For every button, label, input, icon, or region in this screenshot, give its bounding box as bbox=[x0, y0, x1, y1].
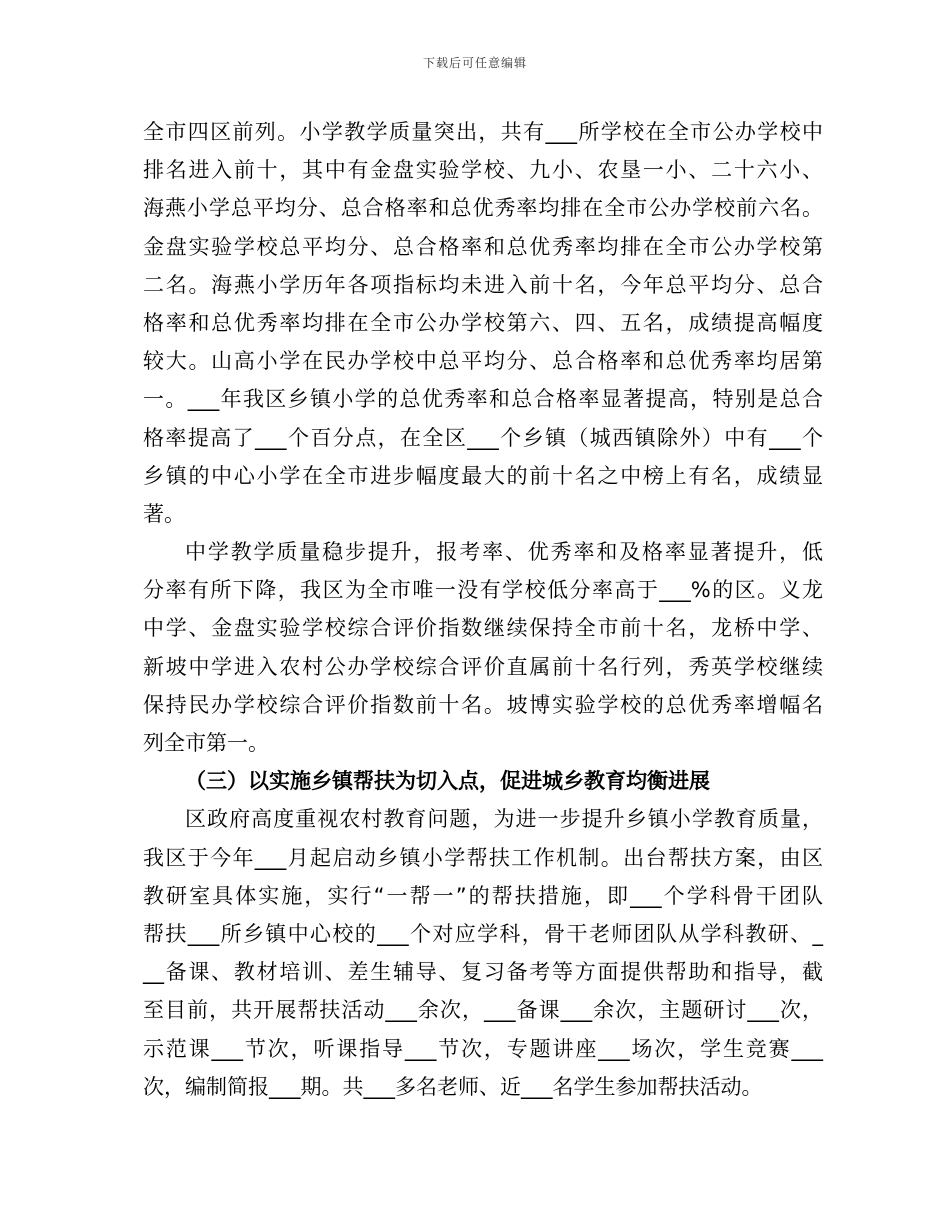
text-line: 我区于今年___月起启动乡镇小学帮扶工作机制。出台帮扶方案，由区 bbox=[143, 845, 823, 870]
text-line: 格率和总优秀率均排在全市公办学校第六、四、五名，成绩提高幅度 bbox=[143, 310, 823, 335]
document-body bbox=[143, 113, 823, 1106]
text-line: 至目前，共开展帮扶活动___余次，___备课___余次，主题研讨___次， bbox=[143, 998, 823, 1023]
text-line: 金盘实验学校总平均分、总合格率和总优秀率均排在全市公办学校第 bbox=[143, 234, 823, 259]
text-line: __备课、教材培训、差生辅导、复习备考等方面提供帮助和指导，截 bbox=[143, 960, 823, 985]
text-line: 乡镇的中心小学在全市进步幅度最大的前十名之中榜上有名，成绩显 bbox=[143, 463, 823, 488]
text-line: 列全市第一。 bbox=[143, 731, 269, 755]
text-line: 中学、金盘实验学校综合评价指数继续保持全市前十名，龙桥中学、 bbox=[143, 616, 823, 641]
text-line: 较大。山高小学在民办学校中总平均分、总合格率和总优秀率均居第 bbox=[143, 349, 823, 374]
text-line: 分率有所下降，我区为全市唯一没有学校低分率高于___%的区。义龙 bbox=[143, 578, 823, 603]
paragraph-first-line: 中学教学质量稳步提升，报考率、优秀率和及格率显著提升，低 bbox=[185, 540, 823, 565]
text-line: 著。 bbox=[143, 501, 185, 526]
paragraph-first-line: 区政府高度重视农村教育问题，为进一步提升乡镇小学教育质量， bbox=[185, 807, 823, 832]
text-line: 帮扶___所乡镇中心校的___个对应学科，骨干老师团队从学科教研、_ bbox=[143, 921, 823, 946]
text-line: 保持民办学校综合评价指数前十名。坡博实验学校的总优秀率增幅名 bbox=[143, 692, 823, 717]
text-line: 一。___年我区乡镇小学的总优秀率和总合格率显著提高，特别是总合 bbox=[143, 387, 823, 412]
text-line: 海燕小学总平均分、总合格率和总优秀率均排在全市公办学校前六名。 bbox=[143, 196, 823, 221]
text-line: 排名进入前十，其中有金盘实验学校、九小、农垦一小、二十六小、 bbox=[143, 158, 823, 183]
section-heading: （三）以实施乡镇帮扶为切入点，促进城乡教育均衡进展 bbox=[185, 769, 710, 794]
text-line: 新坡中学进入农村公办学校综合评价直属前十名行列，秀英学校继续 bbox=[143, 654, 823, 679]
text-line: 教研室具体实施，实行“一帮一”的帮扶措施，即___个学科骨干团队 bbox=[143, 883, 823, 908]
text-line: 次，编制简报___期。共___多名老师、近___名学生参加帮扶活动。 bbox=[143, 1074, 763, 1099]
text-line: 二名。海燕小学历年各项指标均未进入前十名，今年总平均分、总合 bbox=[143, 272, 823, 297]
text-line: 全市四区前列。小学教学质量突出，共有___所学校在全市公办学校中 bbox=[143, 120, 823, 144]
page-header: 下载后可任意编辑 bbox=[422, 56, 527, 70]
text-line: 示范课___节次，听课指导___节次，专题讲座___场次，学生竞赛___ bbox=[143, 1036, 823, 1061]
text-line: 格率提高了___个百分点，在全区___个乡镇（城西镇除外）中有___个 bbox=[143, 425, 823, 450]
